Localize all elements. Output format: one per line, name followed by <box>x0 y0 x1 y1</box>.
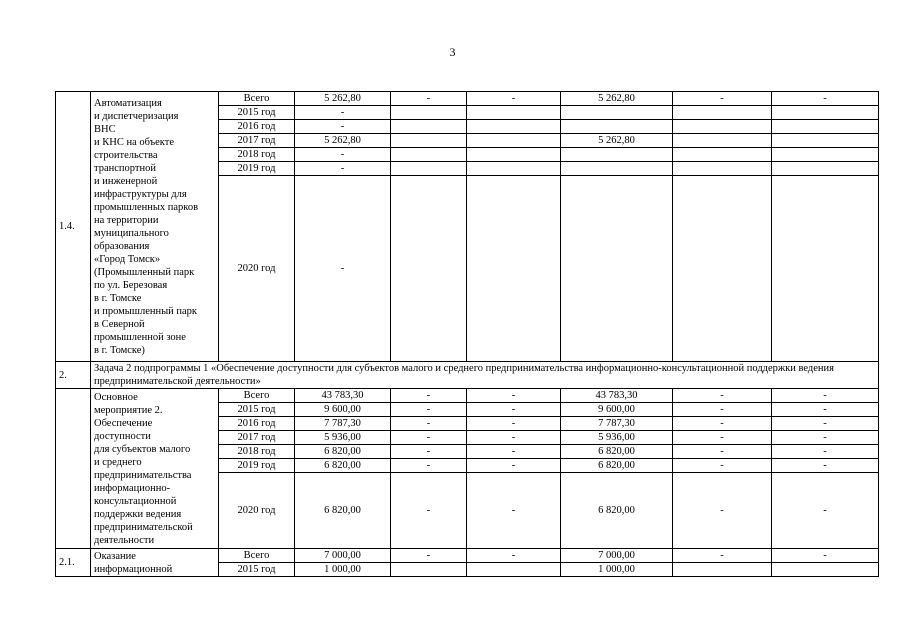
name-line: в Северной <box>94 318 145 330</box>
name-line: промышленных парков <box>94 201 199 213</box>
cell-c5 <box>561 106 673 120</box>
cell-c3: - <box>391 549 467 563</box>
cell-label: 2020 год <box>219 473 295 549</box>
cell-c5: 6 820,00 <box>561 445 673 459</box>
cell-c6: - <box>673 431 772 445</box>
cell-c4: - <box>467 473 561 549</box>
cell-c3 <box>391 563 467 577</box>
cell-total: 6 820,00 <box>295 459 391 473</box>
table-row <box>56 549 879 563</box>
cell-c6 <box>673 563 772 577</box>
cell-c6: - <box>673 417 772 431</box>
cell-c5 <box>561 148 673 162</box>
name-line: информационной <box>94 563 173 575</box>
cell-total: 7 000,00 <box>295 549 391 563</box>
cell-c6 <box>673 134 772 148</box>
cell-c6: - <box>673 389 772 403</box>
cell-c7: - <box>772 431 879 445</box>
cell-c7 <box>772 563 879 577</box>
name-line: транспортной <box>94 162 156 174</box>
name-line: и КНС на объекте <box>94 136 174 148</box>
name-line: для субъектов малого <box>94 443 191 455</box>
cell-label: 2015 год <box>219 403 295 417</box>
cell-total: 6 820,00 <box>295 473 391 549</box>
cell-c5: 7 000,00 <box>561 549 673 563</box>
cell-c4 <box>467 563 561 577</box>
cell-total: - <box>295 148 391 162</box>
cell-c4: - <box>467 445 561 459</box>
cell-total: 7 787,30 <box>295 417 391 431</box>
row-number <box>56 389 91 549</box>
cell-c3 <box>391 106 467 120</box>
cell-label: 2018 год <box>219 148 295 162</box>
cell-c6: - <box>673 459 772 473</box>
cell-total: 5 936,00 <box>295 431 391 445</box>
cell-c3: - <box>391 473 467 549</box>
cell-c5: 7 787,30 <box>561 417 673 431</box>
cell-c5: 1 000,00 <box>561 563 673 577</box>
cell-c7 <box>772 134 879 148</box>
cell-c7 <box>772 148 879 162</box>
name-line: (Промышленный парк <box>94 266 195 278</box>
cell-c7 <box>772 120 879 134</box>
cell-c4 <box>467 162 561 176</box>
row-number: 2. <box>56 362 91 389</box>
cell-c3: - <box>391 417 467 431</box>
cell-c5: 5 262,80 <box>561 92 673 106</box>
cell-c4 <box>467 148 561 162</box>
name-line: по ул. Березовая <box>94 279 168 291</box>
cell-total: - <box>295 162 391 176</box>
task-row <box>56 362 879 389</box>
row-number: 2.1. <box>56 549 91 577</box>
cell-c7: - <box>772 403 879 417</box>
cell-label: Всего <box>219 92 295 106</box>
cell-c7 <box>772 106 879 120</box>
cell-label: 2017 год <box>219 431 295 445</box>
cell-c4 <box>467 106 561 120</box>
cell-label: 2019 год <box>219 459 295 473</box>
name-line: мероприятие 2. <box>94 404 163 416</box>
cell-c7: - <box>772 445 879 459</box>
cell-c5: 5 262,80 <box>561 134 673 148</box>
cell-label: 2020 год <box>219 176 295 362</box>
cell-c3 <box>391 176 467 362</box>
name-line: строительства <box>94 149 158 161</box>
cell-c4: - <box>467 549 561 563</box>
cell-c5: 9 600,00 <box>561 403 673 417</box>
cell-c6 <box>673 176 772 362</box>
cell-label: 2019 год <box>219 162 295 176</box>
name-line: деятельности <box>94 534 155 546</box>
name-line: в г. Томске) <box>94 344 145 356</box>
cell-c4: - <box>467 459 561 473</box>
cell-c6: - <box>673 473 772 549</box>
cell-label: 2016 год <box>219 417 295 431</box>
cell-c3: - <box>391 459 467 473</box>
cell-c4: - <box>467 431 561 445</box>
cell-c4: - <box>467 417 561 431</box>
cell-total: 1 000,00 <box>295 563 391 577</box>
cell-label: 2018 год <box>219 445 295 459</box>
cell-c7: - <box>772 389 879 403</box>
cell-c7: - <box>772 549 879 563</box>
cell-total: - <box>295 120 391 134</box>
name-line: Автоматизация <box>94 97 162 109</box>
cell-c3: - <box>391 403 467 417</box>
cell-label: 2017 год <box>219 134 295 148</box>
cell-c7 <box>772 162 879 176</box>
name-line: Обеспечение <box>94 417 153 429</box>
cell-total: 6 820,00 <box>295 445 391 459</box>
cell-c5: 43 783,30 <box>561 389 673 403</box>
cell-c6: - <box>673 549 772 563</box>
name-line: доступности <box>94 430 151 442</box>
row-number: 1.4. <box>56 92 91 362</box>
cell-c6: - <box>673 92 772 106</box>
name-line: Оказание <box>94 550 136 562</box>
cell-c4 <box>467 120 561 134</box>
cell-label: Всего <box>219 549 295 563</box>
cell-total: 5 262,80 <box>295 92 391 106</box>
cell-c4 <box>467 134 561 148</box>
cell-total: 43 783,30 <box>295 389 391 403</box>
cell-label: 2015 год <box>219 106 295 120</box>
task-text: Задача 2 подпрограммы 1 «Обеспечение доступности для субъектов малого и среднего предпринимательства информационно-консультационной поддержки ведения предпринимательской деятельности» <box>91 362 879 389</box>
cell-c7: - <box>772 417 879 431</box>
table-row <box>56 92 879 106</box>
cell-c5 <box>561 120 673 134</box>
name-line: и промышленный парк <box>94 305 198 317</box>
name-line: консультационной <box>94 495 177 507</box>
row-name <box>91 92 219 362</box>
name-line: поддержки ведения <box>94 508 182 520</box>
cell-c4: - <box>467 389 561 403</box>
cell-c6 <box>673 106 772 120</box>
table-row <box>56 389 879 403</box>
row-name <box>91 389 219 549</box>
cell-c7 <box>772 176 879 362</box>
cell-c3: - <box>391 389 467 403</box>
cell-c6 <box>673 120 772 134</box>
cell-label: 2016 год <box>219 120 295 134</box>
cell-total: - <box>295 176 391 362</box>
cell-c4 <box>467 176 561 362</box>
cell-c3: - <box>391 431 467 445</box>
cell-c5: 5 936,00 <box>561 431 673 445</box>
name-line: «Город Томск» <box>94 253 161 265</box>
name-line: предпринимательской <box>94 521 193 533</box>
name-line: Основное <box>94 391 138 403</box>
cell-c7: - <box>772 459 879 473</box>
cell-total: 5 262,80 <box>295 134 391 148</box>
name-line: инфраструктуры для <box>94 188 187 200</box>
cell-c3 <box>391 148 467 162</box>
name-line: в г. Томске <box>94 292 142 304</box>
cell-c5: 6 820,00 <box>561 473 673 549</box>
page-number: 3 <box>449 45 456 59</box>
name-line: информационно- <box>94 482 171 494</box>
cell-total: 9 600,00 <box>295 403 391 417</box>
name-line: ВНС <box>94 123 116 135</box>
name-line: и инженерной <box>94 175 158 187</box>
cell-c6 <box>673 162 772 176</box>
name-line: и среднего <box>94 456 142 468</box>
cell-label: 2015 год <box>219 563 295 577</box>
name-line: муниципального <box>94 227 169 239</box>
cell-c5: 6 820,00 <box>561 459 673 473</box>
cell-c6: - <box>673 403 772 417</box>
cell-c3: - <box>391 445 467 459</box>
cell-c5 <box>561 162 673 176</box>
row-name <box>91 549 219 577</box>
name-line: на территории <box>94 214 159 226</box>
cell-c5 <box>561 176 673 362</box>
cell-c6 <box>673 148 772 162</box>
name-line: образования <box>94 240 150 252</box>
cell-c3 <box>391 134 467 148</box>
name-line: и диспетчеризация <box>94 110 179 122</box>
cell-c3: - <box>391 92 467 106</box>
cell-c3 <box>391 162 467 176</box>
cell-c7: - <box>772 473 879 549</box>
cell-c6: - <box>673 445 772 459</box>
cell-label: Всего <box>219 389 295 403</box>
cell-c3 <box>391 120 467 134</box>
cell-c4: - <box>467 92 561 106</box>
name-line: промышленной зоне <box>94 331 186 343</box>
cell-c4: - <box>467 403 561 417</box>
cell-total: - <box>295 106 391 120</box>
cell-c7: - <box>772 92 879 106</box>
name-line: предпринимательства <box>94 469 192 481</box>
budget-table <box>55 91 879 577</box>
